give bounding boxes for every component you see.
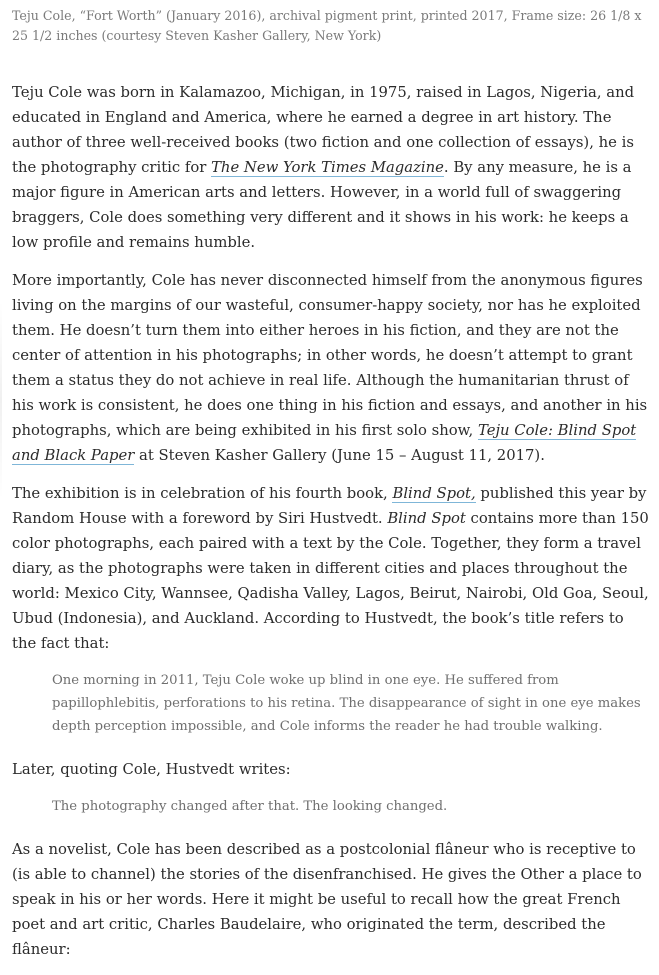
blockquote-cole: The photography changed after that. The looking changed.: [52, 799, 448, 814]
paragraph-text: More importantly, Cole has never disconnected himself from the anonymous figures living on the margins of our wasteful, consumer-happy society, nor has he exploited them. He doesn’t turn them into either heroes in his fiction, and they are not the center of attention in his photographs; in other words, he doesn’t attempt to grant them a status they do not achieve in real life. Although the humanitarian thrust of his work is consistent, he does one thing in his fiction and essays, and another in his photographs, which are being exhibited in his first solo show,: [12, 272, 648, 439]
book-title: Blind Spot: [387, 510, 466, 527]
paragraph-text: Teju Cole was born in Kalamazoo, Michigan, in 1975, raised in Lagos, Nigeria, and educated in England and America, where he earned a degree in art history. The author of three well-received books (two fiction and one collection of essays), he is the photography critic for: [12, 84, 635, 176]
article-body: [12, 6, 652, 975]
paragraph-text: The exhibition is in celebration of his fourth book,: [12, 485, 393, 502]
nyt-magazine-link[interactable]: The New York Times Magazine: [211, 159, 444, 176]
image-caption: Teju Cole, “Fort Worth” (January 2016), archival pigment print, printed 2017, Frame size: 26 1/8 x 25 1/2 inches (courtesy Steven Kasher Gallery, New York): [12, 8, 642, 43]
blind-spot-link[interactable]: Blind Spot,: [392, 485, 476, 502]
paragraph-exhibition: [12, 481, 652, 656]
page-edge-shadow: [0, 300, 2, 500]
paragraph-text: . By any measure, he is a major figure in American arts and letters. However, in a world full of swaggering braggers, Cole does something very different and it shows in his work: he keeps a low profile and remains humble.: [12, 159, 632, 251]
paragraph-text: at Steven Kasher Gallery (June 15 – August 11, 2017).: [134, 447, 545, 464]
blockquote-hustvedt: One morning in 2011, Teju Cole woke up blind in one eye. He suffered from papillophlebitis, perforations to his retina. The disappearance of sight in one eye makes depth perception impossible, and Cole informs the reader he had trouble walking.: [52, 673, 641, 734]
paragraph-importance: [12, 268, 652, 468]
paragraph-flaneur: As a novelist, Cole has been described as a postcolonial flâneur who is receptive to (is able to channel) the stories of the disenfranchised. He gives the Other a place to speak in his or her words. Here it might be useful to recall how the great French poet and art critic, Charles Baudelaire, who originated the term, described the flâneur:: [12, 841, 642, 958]
paragraph-text: published this year by Random House with a foreword by Siri Hustvedt.: [12, 485, 647, 527]
paragraph-bio: [12, 80, 652, 255]
exhibition-link[interactable]: Teju Cole: Blind Spot and Black Paper: [12, 422, 637, 464]
paragraph-quoting: Later, quoting Cole, Hustvedt writes:: [12, 761, 291, 778]
paragraph-text: contains more than 150 color photographs, each paired with a text by the Cole. Together, they form a travel diary, as the photographs were taken in different cities and places throughout the world: Mexico City, Wannsee, Qadisha Valley, Lagos, Beirut, Nairobi, Old Goa, Seoul, Ubud (Indonesia), and Auckland. According to Hustvedt, the book’s title refers to the fact that:: [12, 510, 649, 652]
